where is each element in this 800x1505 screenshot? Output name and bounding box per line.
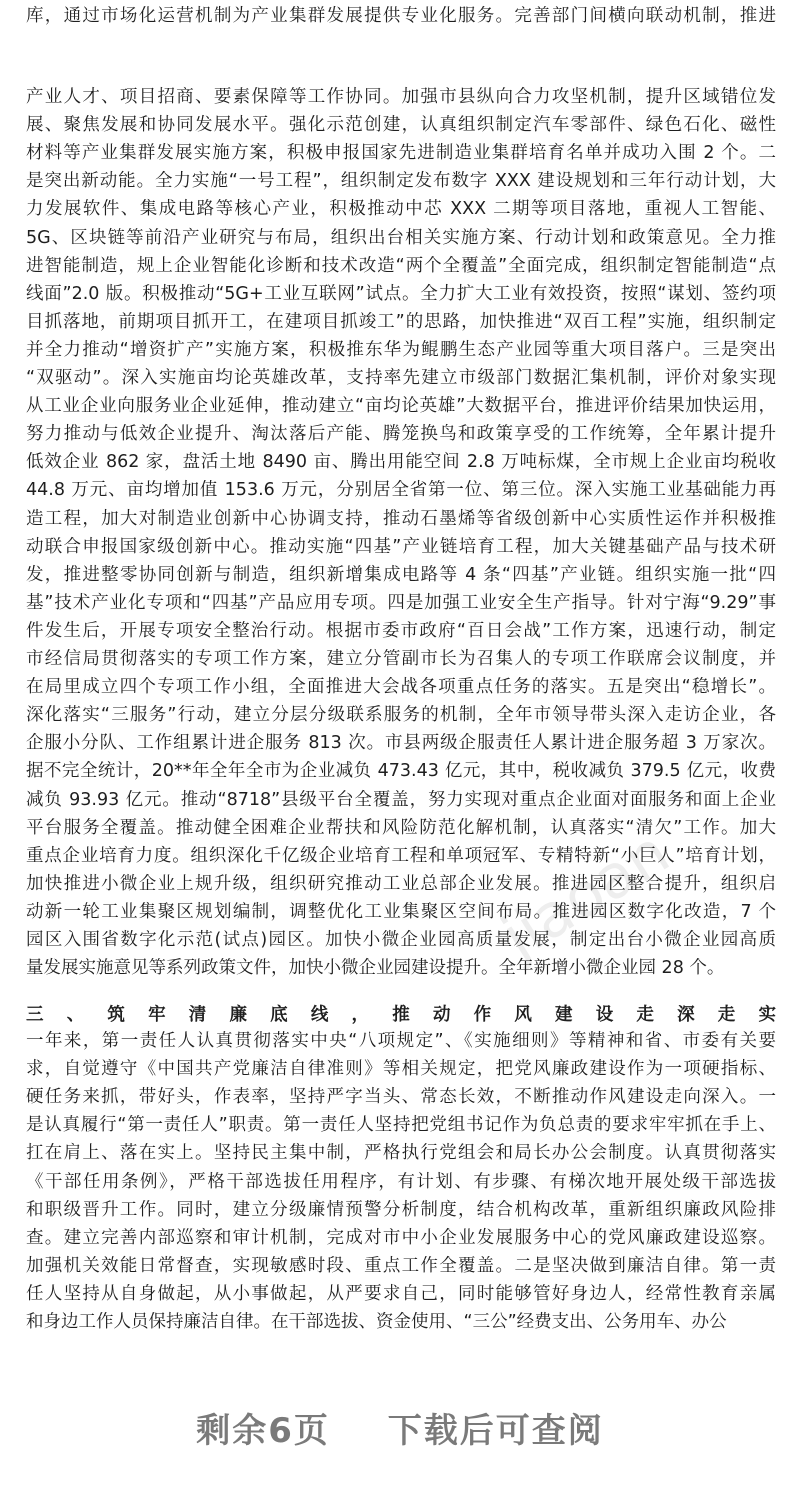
text-line: 一年来，第一责任人认真贯彻落实中央“八项规定”、《实施细则》等精神和省、市委有关要 (26, 1031, 776, 1051)
text-line: 44.8 万元、亩均增加值 153.6 万元，分别居全省第一位、第三位。深入实施工业基础能力再 (26, 480, 776, 501)
text-line: 和身边工作人员保持廉洁自律。在干部选拔、资金使用、“三公”经费支出、公务用车、办公 (26, 1312, 727, 1332)
text-line: 低效企业 862 家，盘活土地 8490 亩、腾出用能空间 2.8 万吨标煤，全市规上企业亩均税收 (26, 452, 776, 473)
text-line: 材料等产业集群发展实施方案，积极申报国家先进制造业集群培育名单并成功入围 2 个。二 (26, 143, 776, 164)
text-line: 展、聚焦发展和协同发展水平。强化示范创建，认真组织制定汽车零部件、绿色石化、磁性 (26, 115, 776, 136)
text-line: 硬任务来抓，带好头，作表率，坚持严字当头、常态长效，不断推动作风建设走向深入。一 (26, 1087, 776, 1108)
text-line: 并全力推动“增资扩产”实施方案，积极推东华为鲲鹏生态产业园等重大项目落户。三是突出 (26, 339, 776, 360)
text-line: 在局里成立四个专项工作小组，全面推进大会战各项重点任务的落实。五是突出“稳增长”。 (26, 677, 776, 698)
text-line: 企服小分队、工作组累计进企服务 813 次。市县两级企服责任人累计进企服务超 3 万家次。 (26, 733, 776, 754)
text-line: 产业人才、项目招商、要素保障等工作协同。加强市县纵向合力攻坚机制，提升区域错位发 (26, 87, 776, 107)
text-line: 基”技术产业化专项和“四基”产品应用专项。四是加强工业安全生产指导。针对宁海“9.29”事 (26, 592, 776, 613)
text-line: 求，自觉遵守《中国共产党廉洁自律准则》等相关规定，把党风廉政建设作为一项硬指标、 (26, 1059, 776, 1080)
text-line: 从工业企业向服务业企业延伸，推动建立“亩均论英雄”大数据平台，推进评价结果加快运用， (26, 396, 776, 417)
text-line: 加快推进小微企业上规升级，组织研究推动工业总部企业发展。推进园区整合提升，组织启 (26, 873, 776, 894)
section-heading: 三、筑牢清廉底线，推动作风建设走深走实 (26, 1005, 776, 1025)
text-line: 进智能制造，规上企业智能化诊断和技术改造“两个全覆盖”全面完成，组织制定智能制造“点 (26, 255, 776, 276)
text-line: 据不完全统计，20**年全年全市为企业减负 473.43 亿元，其中，税收减负 379.5 亿元，收费 (26, 761, 776, 782)
text-line: 平台服务全覆盖。推动健全困难企业帮扶和风险防范化解机制，认真落实“清欠”工作。加大 (26, 817, 776, 838)
text-line: 减负 93.93 亿元。推动“8718”县级平台全覆盖，努力实现对重点企业面对面服务和面上企业 (26, 789, 776, 810)
text-line-top: 库，通过市场化运营机制为产业集群发展提供专业化服务。完善部门间横向联动机制，推进 (26, 6, 776, 26)
text-line: 动联合申报国家级创新中心。推动实施“四基”产业链培育工程，加大关键基础产品与技术研 (26, 536, 776, 557)
text-line: 造工程，加大对制造业创新中心协调支持，推动石墨烯等省级创新中心实质性运作并积极推 (26, 508, 776, 529)
text-line: 扛在肩上、落在实上。坚持民主集中制，严格执行党组会和局长办公会制度。认真贯彻落实 (26, 1143, 776, 1164)
remaining-pages-label: 剩余6页 (196, 1411, 330, 1451)
text-line: 5G、区块链等前沿产业研究与布局，组织出台相关实施方案、行动计划和政策意见。全力推 (26, 227, 776, 248)
text-line: 发，推进整零协同创新与制造，组织新增集成电路等 4 条“四基”产业链。组织实施一批“四 (26, 564, 776, 585)
text-line: 查。建立完善内部巡察和审计机制，完成对市中小企业发展服务中心的党风廉政建设巡察。 (26, 1227, 776, 1248)
text-line: 园区入围省数字化示范(试点)园区。加快小微企业园高质量发展，制定出台小微企业园高质 (26, 930, 776, 950)
text-line: 动新一轮工业集聚区规划编制，调整优化工业集聚区空间布局。推进园区数字化改造，7 个 (26, 901, 776, 922)
text-line: 件发生后，开展专项安全整治行动。根据市委市政府“百日会战”工作方案，迅速行动，制定 (26, 620, 776, 641)
text-line: 深化落实“三服务”行动，建立分层分级联系服务的机制，全年市领导带头深入走访企业，各 (26, 705, 776, 726)
text-line: 市经信局贯彻落实的专项工作方案，建立分管副市长为召集人的专项工作联席会议制度，并 (26, 649, 776, 669)
text-line: 线面”2.0 版。积极推动“5G+工业互联网”试点。全力扩大工业有效投资，按照“谋划、签约项 (26, 283, 776, 304)
text-line: 量发展实施意见等系列政策文件，加快小微企业园建设提升。全年新增小微企业园 28 个。 (26, 958, 725, 979)
text-line: 任人坚持从自身做起，从小事做起，从严要求自己，同时能够管好身边人，经常性教育亲属 (26, 1283, 776, 1304)
text-line: 努力推动与低效企业提升、淘汰落后产能、腾笼换鸟和政策享受的工作统筹，全年累计提升 (26, 424, 776, 445)
text-line: “双驱动”。深入实施亩均论英雄改革，支持率先建立市级部门数据汇集机制，评价对象实现 (26, 368, 776, 388)
text-line: 目抓落地，前期项目抓开工，在建项目抓竣工”的思路，加快推进“双百工程”实施，组织制定 (26, 311, 776, 332)
watermark: jiaoan (490, 817, 682, 973)
text-line: 《干部任用条例》，严格干部选拔任用程序，有计划、有步骤、有梯次地开展处级干部选拔 (26, 1171, 776, 1192)
text-line: 加强机关效能日常督查，实现敏感时段、重点工作全覆盖。二是坚决做到廉洁自律。第一责 (26, 1255, 776, 1276)
text-line: 是突出新动能。全力实施“一号工程”，组织制定发布数字 XXX 建设规划和三年行动计划，大 (26, 171, 776, 192)
download-to-view-label[interactable]: 下载后可查阅 (387, 1411, 604, 1451)
download-prompt[interactable] (0, 1403, 800, 1452)
text-line: 重点企业培育力度。组织深化千亿级企业培育工程和单项冠军、专精特新“小巨人”培育计划， (26, 845, 776, 866)
text-line: 力发展软件、集成电路等核心产业，积极推动中芯 XXX 二期等项目落地，重视人工智能、 (26, 199, 776, 220)
text-line: 和职级晋升工作。同时，建立分级廉情预警分析制度，结合机构改革，重新组织廉政风险排 (26, 1199, 776, 1220)
text-line: 是认真履行“第一责任人”职责。第一责任人坚持把党组书记作为负总责的要求牢牢抓在手上、 (26, 1115, 776, 1136)
